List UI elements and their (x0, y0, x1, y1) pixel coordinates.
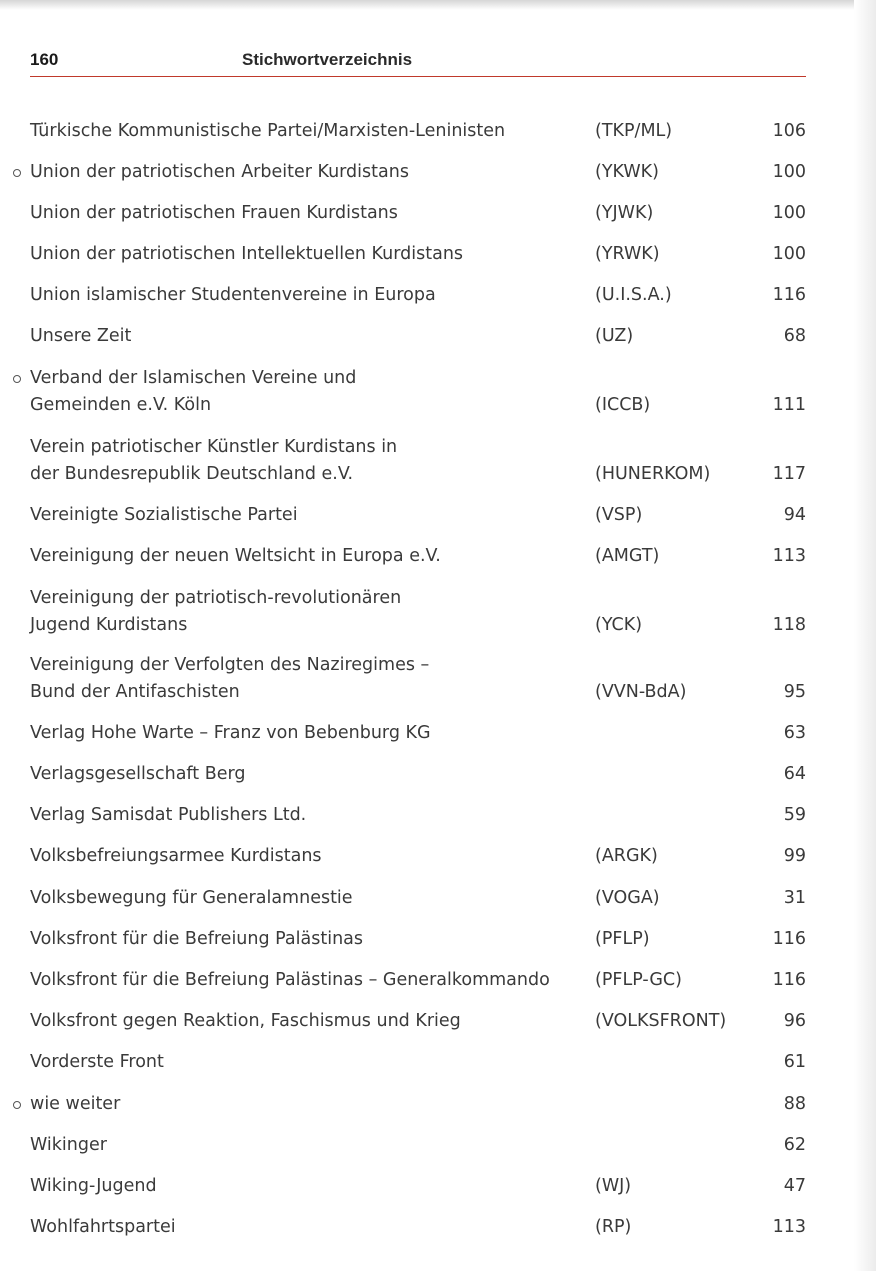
entry-name-line: Union islamischer Studentenvereine in Europa (30, 285, 436, 305)
index-entry (30, 585, 806, 639)
entry-abbreviation: (YJWK) (595, 203, 654, 223)
index-entry (30, 159, 806, 186)
entry-abbreviation: (VSP) (595, 505, 643, 525)
entry-name-line: Gemeinden e.V. Köln (30, 395, 212, 415)
entry-page-number: 31 (783, 888, 806, 908)
index-entry (30, 1049, 806, 1076)
index-entry (30, 502, 806, 529)
entry-name-line: Vereinigung der neuen Weltsicht in Europa e.V. (30, 546, 441, 566)
bullet-marker-icon (13, 375, 21, 383)
entry-name (30, 761, 245, 788)
page-header (30, 48, 806, 77)
entry-name (30, 1008, 461, 1035)
entry-name-line: Verlag Hohe Warte – Franz von Bebenburg KG (30, 723, 431, 743)
entry-name-line: Union der patriotischen Arbeiter Kurdistans (30, 162, 409, 182)
entry-page-number: 116 (772, 970, 806, 990)
entry-abbreviation: (PFLP-GC) (595, 970, 682, 990)
index-entry (30, 241, 806, 268)
entry-name (30, 323, 131, 350)
entry-name (30, 1091, 120, 1118)
entry-name (30, 543, 441, 570)
entry-page-number: 61 (783, 1052, 806, 1072)
entry-abbreviation: (VOLKSFRONT) (595, 1011, 727, 1031)
entry-page-number: 59 (783, 805, 806, 825)
entry-name-line: Volksfront gegen Reaktion, Faschismus und Krieg (30, 1011, 461, 1031)
index-entry (30, 926, 806, 953)
entry-page-number: 116 (772, 285, 806, 305)
index-entry (30, 323, 806, 350)
entry-name-line: der Bundesrepublik Deutschland e.V. (30, 464, 354, 484)
entry-abbreviation: (ICCB) (595, 395, 651, 415)
entry-name-line: wie weiter (30, 1094, 121, 1114)
entry-name (30, 159, 409, 186)
entry-abbreviation: (TKP/ML) (595, 121, 673, 141)
entry-name (30, 282, 436, 309)
entry-name-line: Wikinger (30, 1135, 107, 1155)
index-entry (30, 200, 806, 227)
entry-name (30, 1173, 157, 1200)
index-entry (30, 118, 806, 145)
entry-page-number: 100 (772, 244, 806, 264)
entry-name-line: Jugend Kurdistans (30, 615, 188, 635)
entry-abbreviation: (ARGK) (595, 846, 658, 866)
index-entry (30, 761, 806, 788)
entry-name (30, 118, 505, 145)
entry-page-number: 100 (772, 203, 806, 223)
section-title: Stichwortverzeichnis (242, 50, 413, 69)
entry-name-line: Verlag Samisdat Publishers Ltd. (30, 805, 307, 825)
entry-abbreviation: (YKWK) (595, 162, 659, 182)
entry-page-number: 116 (772, 929, 806, 949)
entry-page-number: 118 (772, 615, 806, 635)
bullet-marker-icon (13, 1101, 21, 1109)
entry-page-number: 88 (783, 1094, 806, 1114)
entry-name-line: Unsere Zeit (30, 326, 132, 346)
entry-page-number: 62 (783, 1135, 806, 1155)
entry-name (30, 802, 306, 829)
entry-name (30, 652, 429, 706)
entry-abbreviation: (PFLP) (595, 929, 650, 949)
entry-abbreviation: (WJ) (595, 1176, 632, 1196)
entry-name-line: Wiking-Jugend (30, 1176, 157, 1196)
entry-page-number: 100 (772, 162, 806, 182)
index-entry (30, 543, 806, 570)
entry-page-number: 117 (772, 464, 806, 484)
entry-page-number: 94 (783, 505, 806, 525)
entry-abbreviation: (HUNERKOM) (595, 464, 711, 484)
page-top-shadow (0, 0, 876, 10)
index-entry (30, 434, 806, 488)
entry-name-line: Union der patriotischen Frauen Kurdistans (30, 203, 398, 223)
index-entry (30, 365, 806, 419)
entry-abbreviation: (YCK) (595, 615, 643, 635)
entry-name (30, 241, 463, 268)
entry-name-line: Verein patriotischer Künstler Kurdistans in (30, 437, 398, 457)
entry-name (30, 885, 353, 912)
index-entry (30, 1132, 806, 1159)
entry-name (30, 1049, 164, 1076)
entry-name (30, 967, 550, 994)
entry-name (30, 200, 398, 227)
entry-page-number: 106 (772, 121, 806, 141)
entry-name (30, 843, 322, 870)
entry-page-number: 95 (783, 682, 806, 702)
page-edge-shadow (854, 0, 876, 1271)
entry-page-number: 68 (783, 326, 806, 346)
entry-name-line: Union der patriotischen Intellektuellen Kurdistans (30, 244, 464, 264)
entry-abbreviation: (UZ) (595, 326, 634, 346)
entry-name-line: Verband der Islamischen Vereine und (30, 368, 357, 388)
entry-name-line: Volksbewegung für Generalamnestie (30, 888, 353, 908)
entry-name-line: Volksfront für die Befreiung Palästinas – Generalkommando (30, 970, 550, 990)
entry-name-line: Volksbefreiungsarmee Kurdistans (30, 846, 322, 866)
entry-name-line: Verlagsgesellschaft Berg (30, 764, 246, 784)
entry-abbreviation: (U.I.S.A.) (595, 285, 672, 305)
entry-name (30, 720, 431, 747)
entry-name (30, 926, 363, 953)
entry-abbreviation: (VOGA) (595, 888, 660, 908)
entry-abbreviation: (AMGT) (595, 546, 660, 566)
entry-abbreviation: (RP) (595, 1217, 632, 1237)
index-entry (30, 720, 806, 747)
entry-page-number: 99 (783, 846, 806, 866)
index-entry (30, 1173, 806, 1200)
entry-page-number: 111 (772, 395, 806, 415)
entry-name (30, 585, 401, 639)
entry-page-number: 113 (772, 546, 806, 566)
entry-page-number: 96 (783, 1011, 806, 1031)
entry-page-number: 63 (783, 723, 806, 743)
entry-name-line: Vorderste Front (30, 1052, 164, 1072)
index-entry (30, 1091, 806, 1118)
bullet-marker-icon (13, 169, 21, 177)
entry-name (30, 365, 356, 419)
entry-abbreviation: (YRWK) (595, 244, 660, 264)
index-entry (30, 843, 806, 870)
index-entry (30, 885, 806, 912)
entry-page-number: 113 (772, 1217, 806, 1237)
entry-name-line: Vereinigung der patriotisch-revolutionären (30, 588, 402, 608)
entry-page-number: 64 (783, 764, 806, 784)
index-entry (30, 1214, 806, 1241)
index-entry (30, 1008, 806, 1035)
index-entry (30, 967, 806, 994)
index-entry (30, 802, 806, 829)
entry-name (30, 434, 397, 488)
entry-abbreviation: (VVN-BdA) (595, 682, 687, 702)
entry-name (30, 502, 298, 529)
entry-name-line: Vereinigte Sozialistische Partei (30, 505, 298, 525)
index-entry (30, 652, 806, 706)
entry-name-line: Bund der Antifaschisten (30, 682, 240, 702)
entry-name-line: Wohlfahrtspartei (30, 1217, 176, 1237)
entry-name (30, 1132, 107, 1159)
index-entry (30, 282, 806, 309)
entry-name (30, 1214, 176, 1241)
entry-page-number: 47 (783, 1176, 806, 1196)
page-number: 160 (30, 50, 59, 69)
entry-name-line: Türkische Kommunistische Partei/Marxisten-Leninisten (30, 121, 506, 141)
entry-name-line: Volksfront für die Befreiung Palästinas (30, 929, 364, 949)
entry-name-line: Vereinigung der Verfolgten des Naziregimes – (30, 655, 430, 675)
